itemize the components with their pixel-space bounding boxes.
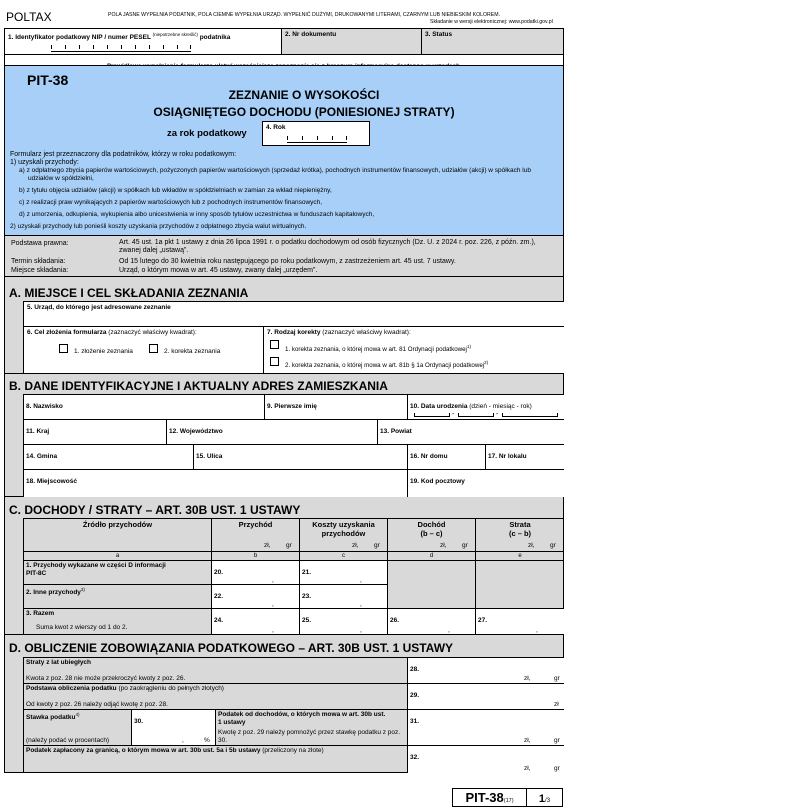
voivodeship-field[interactable] <box>166 419 377 444</box>
field-25[interactable]: 25. , <box>299 608 387 634</box>
row-pit8c-label <box>23 560 211 584</box>
col-c-title-2: przychodów <box>321 529 366 538</box>
intro-item-d: d) z umorzenia, odkupienia, wykupienia albo unicestwienia w inny sposób tytułów uczestnictwa w funduszach kapitałowych, <box>19 211 375 218</box>
footer-form-code-box <box>452 788 527 807</box>
purpose-field <box>23 326 263 373</box>
house-number-label: 16. Nr domu <box>410 453 448 460</box>
prior-losses-label <box>23 657 407 683</box>
col-c-header <box>299 518 387 551</box>
first-name-field[interactable] <box>264 394 407 419</box>
field-27[interactable]: 27. , <box>475 608 564 634</box>
tax-base-text: Podstawa obliczenia podatku <box>26 685 117 692</box>
year-field[interactable] <box>262 121 370 146</box>
tax-amount-text: Podatek od dochodów, o których mowa w art. 30b ust. 1 ustawy <box>218 711 386 726</box>
deadline-text: Od 15 lutego do 30 kwietnia roku następującego po roku podatkowym, z zastrzeżeniem art. 45 ust. 7 ustawy. <box>119 258 456 265</box>
electronic-submission-note: Składanie w wersji elektronicznej: www.podatki.gov.pl <box>430 19 553 25</box>
field-26[interactable]: 26. , <box>387 608 475 634</box>
field-31[interactable]: 31. zł, gr <box>407 709 564 745</box>
poltax-logo: POLTAX <box>6 10 52 24</box>
tax-base-note: Od kwoty z poz. 26 należy odjąć kwotę z poz. 28. <box>26 701 168 708</box>
county-field[interactable] <box>377 419 564 444</box>
legal-basis-text: Art. 45 ust. 1a pkt 1 ustawy z dnia 26 lipca 1991 r. o podatku dochodowym od osób fizycznych (Dz. U. z 2024 r. poz. 226, z późn. zm.), zwanej dalej „ustawą”. <box>119 239 536 254</box>
correction-type-label: 7. Rodzaj korekty <box>267 329 321 336</box>
birth-date-ticks: - - <box>414 413 558 417</box>
field-21[interactable]: 21. , <box>299 560 387 584</box>
tax-base-label <box>23 683 407 709</box>
city-label: 18. Miejscowość <box>26 478 77 485</box>
intro-item-a: a) z odpłatnego zbycia papierów wartościowych, pożyczonych papierów wartościowych (sprzedaż krótka), pochodnych instrumentów finansowych, udziałów (akcji) w spółkach lub udziałów w spółdzielni, <box>19 167 531 182</box>
country-label: 11. Kraj <box>26 428 50 435</box>
legal-basis-label: Podstawa prawna: <box>11 240 69 247</box>
country-field[interactable] <box>23 419 166 444</box>
col-c-title-1: Koszty uzyskania <box>312 520 375 529</box>
surname-field[interactable] <box>23 394 264 419</box>
tax-rate-note: (należy podać w procentach) <box>26 737 110 744</box>
letter-a: a <box>23 551 211 560</box>
legal-basis-block <box>4 236 564 277</box>
col-d-header <box>387 518 475 551</box>
apartment-number-field[interactable] <box>485 444 564 469</box>
street-field[interactable] <box>193 444 407 469</box>
doc-number-field <box>282 28 422 55</box>
tax-office-field[interactable] <box>23 301 564 326</box>
form-code: PIT-38 <box>27 72 69 88</box>
nip-pesel-suffix: podatnika <box>199 34 231 42</box>
col-c-zl: zł, <box>352 542 359 549</box>
correction-art81-label: 1. korekta zeznania, o której mowa w art. 81 Ordynacji podatkowej$^{1)}$ <box>285 344 471 354</box>
city-field[interactable] <box>23 469 407 497</box>
nip-pesel-field[interactable] <box>4 28 282 55</box>
correction-type-field <box>263 326 564 373</box>
nip-digit-ticks <box>51 47 191 52</box>
title-line-1: ZEZNANIE O WYSOKOŚCI <box>228 88 380 102</box>
col-b-zl: zł, <box>264 542 271 549</box>
letter-d: d <box>387 551 475 560</box>
correction-art81-checkbox[interactable] <box>270 340 279 349</box>
status-field <box>422 28 564 55</box>
col-e-title-2: (c – b) <box>508 529 532 538</box>
surname-label: 8. Nazwisko <box>26 403 63 410</box>
tax-base-hint: (po zaokrągleniu do pełnych złotych) <box>118 685 224 692</box>
birth-date-label: 10. Data urodzenia <box>410 403 468 410</box>
col-e-header <box>475 518 564 551</box>
row-total-label <box>23 608 211 634</box>
place-text: Urząd, o którym mowa w art. 45 ustawy, zwany dalej „urzędem”. <box>119 267 318 274</box>
deadline-label: Termin składania: <box>11 258 66 265</box>
field-29[interactable]: 29. zł <box>407 683 564 709</box>
field-28[interactable]: 28. zł, gr <box>407 657 564 683</box>
intro-item-1: 1) uzyskali przychody: <box>10 159 79 166</box>
col-d-title-1: Dochód <box>417 520 446 529</box>
col-d-zl: zł, <box>440 542 447 549</box>
field-20[interactable]: 20. , <box>211 560 299 584</box>
county-label: 13. Powiat <box>380 428 412 435</box>
nip-pesel-label: 1. Identyfikator podatkowy NIP / numer PESEL <box>8 34 151 42</box>
fill-instruction: POLA JASNE WYPEŁNIA PODATNIK, POLA CIEMNE WYPEŁNIA URZĄD. WYPEŁNIĆ DUŻYMI, DRUKOWANYMI LITERAMI, CZARNYM LUB NIEBIESKIM KOLOREM. <box>108 12 501 18</box>
footer-form-code: PIT-38 <box>465 790 504 805</box>
tax-amount-note: Kwotę z poz. 29 należy pomnożyć przez stawkę podatku z poz. 30. <box>218 729 401 744</box>
intro-item-2: 2) uzyskali przychody lub ponieśli koszty uzyskania przychodów z odpłatnego zbycia walut wirtualnych. <box>10 223 307 230</box>
birth-date-hint: (dzień - miesiąc - rok) <box>469 403 532 410</box>
street-label: 15. Ulica <box>196 453 223 460</box>
purpose-label: 6. Cel złożenia formularza <box>27 329 107 336</box>
title-block <box>4 66 564 236</box>
tax-rate-label: Stawka podatku$^{4)}$ (należy podać w procentach) <box>23 709 131 745</box>
letter-c: c <box>299 551 387 560</box>
correction-option-label: 2. korekta zeznania <box>164 348 221 355</box>
intro-item-c: c) z realizacji praw wynikających z papierów wartościowych lub z pochodnych instrumentów finansowych, <box>19 199 323 206</box>
foreign-tax-label <box>23 745 407 773</box>
section-a-title: A. MIEJSCE I CEL SKŁADANIA ZEZNANIA <box>9 286 249 300</box>
col-e-title-1: Strata <box>509 520 531 529</box>
section-d-title: D. OBLICZENIE ZOBOWIĄZANIA PODATKOWEGO – ART. 30B UST. 1 USTAWY <box>9 641 454 655</box>
year-label: 4. Rok <box>266 124 286 131</box>
col-a-header <box>23 518 211 551</box>
footer-page-number: 1 <box>538 793 546 805</box>
col-d-gr: gr <box>462 542 468 549</box>
foreign-tax-hint: (przeliczony na złote) <box>262 747 324 754</box>
tax-rate-text: Stawka podatku <box>26 714 76 722</box>
row-total-note: Suma kwot z wierszy od 1 do 2. <box>36 624 128 631</box>
foreign-tax-text: Podatek zapłacony za granicą, o którym mowa w art. 30b ust. 5a i 5b ustawy <box>26 747 261 754</box>
intro-item-b: b) z tytułu objęcia udziałów (akcji) w spółkach lub wkładów w spółdzielniach w zamian za wkład niepieniężny, <box>19 187 332 194</box>
municipality-field[interactable] <box>23 444 193 469</box>
tax-amount-label <box>215 709 407 745</box>
row-pit8c-text: 1. Przychody wykazane w części D informacji PIT-8C <box>26 562 166 577</box>
col-c-gr: gr <box>374 542 380 549</box>
row1-e-disabled <box>475 560 564 608</box>
birth-date-field[interactable] <box>407 394 564 419</box>
nip-pesel-sup: (niepotrzebne skreślić) <box>152 32 198 37</box>
col-b-header <box>211 518 299 551</box>
field-30[interactable]: 30. , % <box>131 709 215 745</box>
col-b-gr: gr <box>286 542 292 549</box>
section-c-title: C. DOCHODY / STRATY – ART. 30B UST. 1 USTAWY <box>9 503 301 517</box>
house-number-field[interactable] <box>407 444 485 469</box>
letter-b: b <box>211 551 299 560</box>
col-e-gr: gr <box>550 542 556 549</box>
row-other-income-text: 2. Inne przychody <box>26 589 81 597</box>
col-e-zl: zł, <box>528 542 535 549</box>
correction-art81b-label: 2. korekta zeznania, o której mowa w art. 81b § 1a Ordynacji podatkowej$^{2)}$ <box>285 360 489 370</box>
field-24[interactable]: 24. , <box>211 608 299 634</box>
prior-losses-note: Kwota z poz. 28 nie może przekroczyć kwoty z poz. 26. <box>26 675 186 682</box>
status-label: 3. Status <box>425 31 453 38</box>
doc-number-label: 2. Nr dokumentu <box>285 31 337 38</box>
voivodeship-label: 12. Województwo <box>169 428 223 435</box>
submission-option-label: 1. złożenie zeznania <box>74 348 133 355</box>
field-23[interactable]: 23. , <box>299 584 387 608</box>
section-b <box>4 374 564 497</box>
tax-office-label: 5. Urząd, do którego jest adresowane zeznanie <box>27 304 171 311</box>
field-22[interactable]: 22. , <box>211 584 299 608</box>
municipality-label: 14. Gmina <box>26 453 58 460</box>
purpose-hint: (zaznaczyć właściwy kwadrat): <box>108 329 197 336</box>
apartment-number-label: 17. Nr lokalu <box>488 453 527 460</box>
correction-art81b-checkbox[interactable] <box>270 357 279 366</box>
letter-e: e <box>475 551 564 560</box>
year-caption: za rok podatkowy <box>167 128 247 139</box>
section-c <box>4 497 564 635</box>
footer-page-box <box>527 788 563 807</box>
col-d-title-2: (b – c) <box>420 529 443 538</box>
postal-code-field[interactable] <box>407 469 564 497</box>
footer-page-total: /3 <box>545 798 551 804</box>
brochure-notice <box>4 55 564 66</box>
footer-version: (17) <box>503 798 514 804</box>
section-d <box>4 635 564 773</box>
postal-code-label: 19. Kod pocztowy <box>410 478 465 485</box>
row-other-income-label: 2. Inne przychody$^{3)}$ <box>23 584 211 608</box>
prior-losses-text: Straty z lat ubiegłych <box>26 659 92 666</box>
col-b-title: Przychód <box>238 520 273 529</box>
year-digit-ticks <box>287 138 347 143</box>
field-32[interactable]: 32. zł, gr <box>407 745 564 773</box>
correction-type-hint: (zaznaczyć właściwy kwadrat): <box>322 329 411 336</box>
intro-lead: Formularz jest przeznaczony dla podatników, którzy w roku podatkowym: <box>10 151 237 158</box>
row-total-text: 3. Razem <box>26 610 55 617</box>
first-name-label: 9. Pierwsze imię <box>267 403 317 410</box>
col-a-title: Źródło przychodów <box>82 520 153 529</box>
title-line-2: OSIĄGNIĘTEGO DOCHODU (PONIESIONEJ STRATY) <box>153 105 455 119</box>
place-label: Miejsce składania: <box>11 267 69 274</box>
row1-d-disabled <box>387 560 475 608</box>
section-b-title: B. DANE IDENTYFIKACYJNE I AKTUALNY ADRES ZAMIESZKANIA <box>9 379 388 393</box>
section-a <box>4 277 564 374</box>
correction-checkbox[interactable] <box>149 344 158 353</box>
submission-checkbox[interactable] <box>59 344 68 353</box>
